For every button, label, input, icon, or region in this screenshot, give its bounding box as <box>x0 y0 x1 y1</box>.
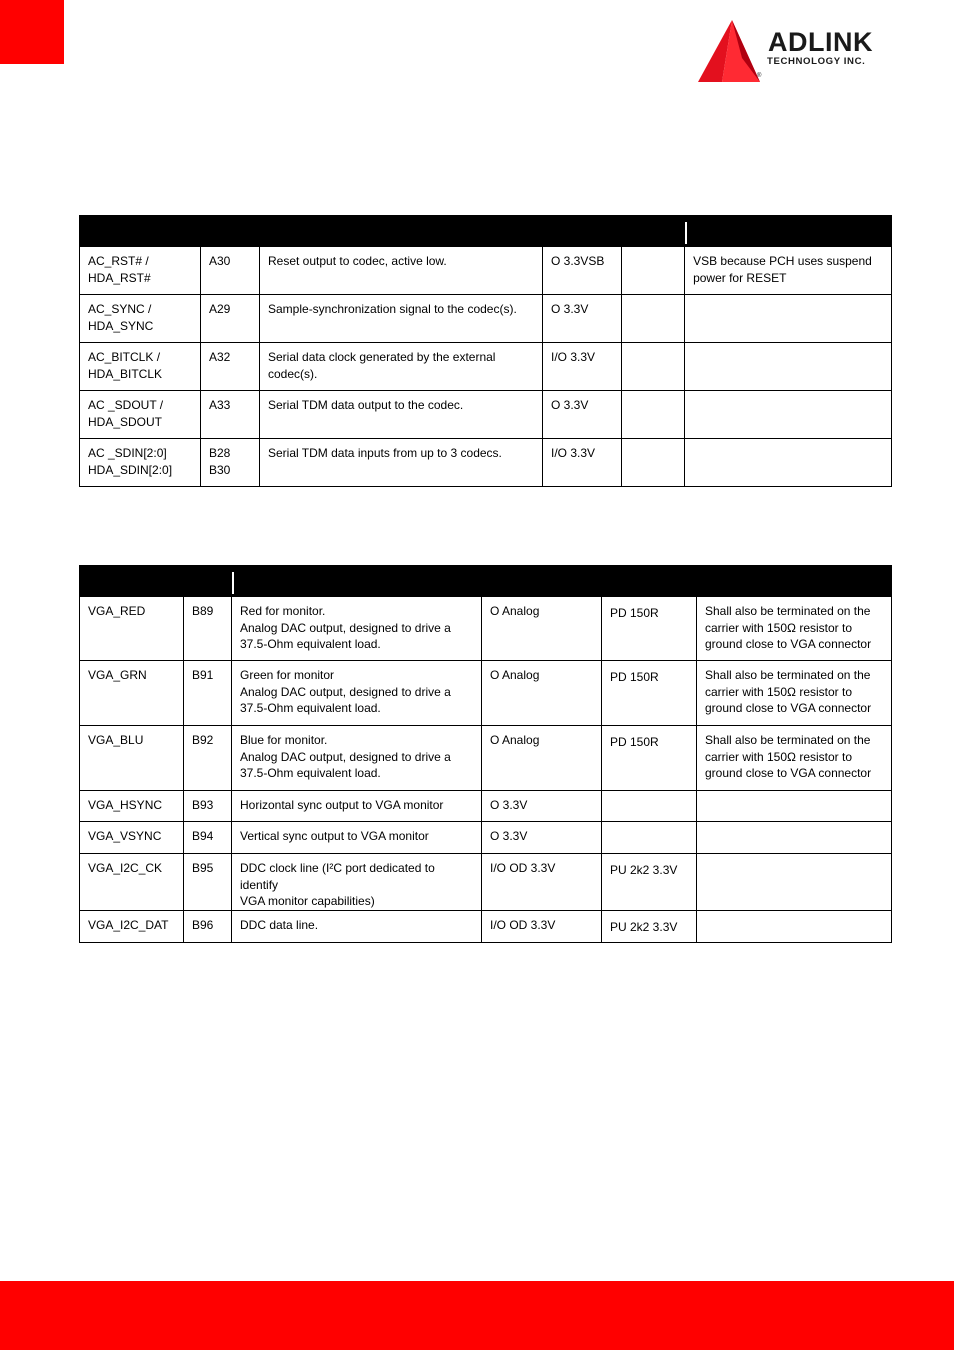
cell-line: B91 <box>192 668 214 682</box>
comment-cell <box>697 910 892 942</box>
cell-line: AC _SDIN[2:0] <box>88 446 167 460</box>
description-cell <box>232 791 482 822</box>
description-cell <box>232 726 482 791</box>
cell-line: HDA_SDIN[2:0] <box>88 462 173 477</box>
cell-text: PD 150R <box>610 606 659 620</box>
io-type-cell <box>543 247 622 295</box>
cell-line: HDA_BITCLK <box>88 366 163 381</box>
table-header-bar <box>80 566 892 597</box>
pin-cell <box>184 910 232 942</box>
cell-line: A32 <box>209 350 231 364</box>
io-type-cell <box>482 910 602 942</box>
pu-pd-cell <box>622 247 685 295</box>
pin-cell <box>184 597 232 661</box>
cell-line: ground close to VGA connector <box>705 637 872 651</box>
cell-line: Green for monitor <box>240 668 335 682</box>
signal-name-cell <box>80 247 201 295</box>
pu-pd-cell <box>622 391 685 439</box>
cell-line: DDC data line. <box>240 917 319 932</box>
signal-name-cell <box>80 910 184 942</box>
signal-name-cell <box>80 343 201 391</box>
cell-line: Serial data clock generated by the external <box>268 350 496 364</box>
cell-text: O 3.3V <box>490 798 528 812</box>
pin-cell <box>201 391 260 439</box>
signal-name-cell <box>80 822 184 854</box>
table-row <box>80 822 892 854</box>
cell-line: power for RESET <box>693 270 787 285</box>
cell-line: Serial TDM data output to the codec. <box>268 398 464 412</box>
cell-line: AC_RST# / <box>88 254 149 268</box>
table-row <box>80 854 892 911</box>
table-row <box>80 247 892 295</box>
cell-line: Shall also be terminated on the <box>705 733 871 747</box>
vga-signal-table <box>79 565 892 943</box>
cell-line: carrier with 150Ω resistor to <box>705 684 853 699</box>
cell-text: O Analog <box>490 604 540 618</box>
comment-cell <box>697 854 892 911</box>
pu-pd-cell <box>602 791 697 822</box>
io-type-cell <box>482 791 602 822</box>
comment-cell <box>685 343 892 391</box>
description-cell <box>260 391 543 439</box>
io-type-cell <box>543 439 622 487</box>
pin-cell <box>201 295 260 343</box>
description-cell <box>260 295 543 343</box>
signal-name-cell <box>80 439 201 487</box>
io-type-cell <box>482 726 602 791</box>
cell-line: Blue for monitor. <box>240 733 328 747</box>
cell-line: carrier with 150Ω resistor to <box>705 620 853 635</box>
description-cell <box>232 597 482 661</box>
table-row <box>80 391 892 439</box>
description-cell <box>232 854 482 911</box>
cell-line: VGA_I2C_DAT <box>88 917 169 932</box>
pu-pd-cell <box>622 295 685 343</box>
cell-text: O Analog <box>490 668 540 682</box>
cell-line: Red for monitor. <box>240 604 326 618</box>
comment-cell <box>685 247 892 295</box>
signal-name-cell <box>80 391 201 439</box>
cell-line: Analog DAC output, designed to drive a <box>240 684 451 699</box>
signal-name-cell <box>80 854 184 911</box>
cell-line: VGA_GRN <box>88 668 147 682</box>
pu-pd-cell <box>602 822 697 854</box>
cell-line: B96 <box>192 917 214 932</box>
cell-line: AC_SYNC / <box>88 302 152 316</box>
pin-cell <box>201 439 260 487</box>
description-cell <box>232 910 482 942</box>
cell-text: I/O 3.3V <box>551 350 596 364</box>
comment-cell <box>685 439 892 487</box>
io-type-cell <box>482 597 602 661</box>
table-row <box>80 791 892 822</box>
io-type-cell <box>482 822 602 854</box>
cell-text: O 3.3V <box>551 302 589 316</box>
table-row <box>80 439 892 487</box>
pin-cell <box>184 726 232 791</box>
description-cell <box>260 247 543 295</box>
cell-line: Reset output to codec, active low. <box>268 254 447 268</box>
cell-text: O Analog <box>490 733 540 747</box>
cell-line: B92 <box>192 733 214 747</box>
cell-line: Shall also be terminated on the <box>705 668 871 682</box>
comment-cell <box>697 726 892 791</box>
cell-line: B95 <box>192 861 214 875</box>
table-header-bar <box>80 216 892 247</box>
table-row <box>80 726 892 791</box>
description-cell <box>260 343 543 391</box>
cell-text: PU 2k2 3.3V <box>610 863 678 877</box>
cell-text: O 3.3V <box>551 398 589 412</box>
cell-line: A29 <box>209 302 231 316</box>
audio-signal-table <box>79 215 892 487</box>
pu-pd-cell <box>622 439 685 487</box>
cell-text: PU 2k2 3.3V <box>610 919 678 934</box>
cell-line: VSB because PCH uses suspend <box>693 254 872 268</box>
cell-line: AC_BITCLK / <box>88 350 161 364</box>
pu-pd-cell <box>602 910 697 942</box>
cell-line: AC _SDOUT / <box>88 398 164 412</box>
cell-line: HDA_RST# <box>88 270 151 285</box>
description-cell <box>260 439 543 487</box>
cell-line: B30 <box>209 462 231 477</box>
io-type-cell <box>543 391 622 439</box>
cell-line: Shall also be terminated on the <box>705 604 871 618</box>
signal-name-cell <box>80 791 184 822</box>
cell-line: Analog DAC output, designed to drive a <box>240 620 451 635</box>
cell-line: codec(s). <box>268 366 318 381</box>
pin-cell <box>184 822 232 854</box>
cell-line: ground close to VGA connector <box>705 701 872 715</box>
cell-line: carrier with 150Ω resistor to <box>705 749 853 764</box>
comment-cell <box>685 295 892 343</box>
pin-cell <box>201 343 260 391</box>
description-cell <box>232 661 482 726</box>
corner-tab <box>0 0 64 64</box>
cell-line: VGA_VSYNC <box>88 829 162 843</box>
cell-text: I/O OD 3.3V <box>490 917 556 932</box>
table-row <box>80 910 892 942</box>
cell-text: O 3.3V <box>490 829 528 843</box>
cell-text: I/O 3.3V <box>551 446 596 460</box>
pu-pd-cell <box>602 854 697 911</box>
cell-line: Horizontal sync output to VGA monitor <box>240 798 444 812</box>
description-cell <box>232 822 482 854</box>
comment-cell <box>697 597 892 661</box>
cell-line: B94 <box>192 829 214 843</box>
cell-line: VGA_RED <box>88 604 146 618</box>
signal-name-cell <box>80 661 184 726</box>
cell-line: VGA_HSYNC <box>88 798 163 812</box>
signal-name-cell <box>80 597 184 661</box>
cell-line: VGA monitor capabilities) <box>240 894 375 908</box>
brand-tagline: TECHNOLOGY INC. <box>767 56 866 67</box>
cell-line: Analog DAC output, designed to drive a <box>240 749 451 764</box>
cell-line: B89 <box>192 604 214 618</box>
cell-line: 37.5-Ohm equivalent load. <box>240 637 381 651</box>
table-row <box>80 343 892 391</box>
cell-line: A33 <box>209 398 231 412</box>
io-type-cell <box>482 661 602 726</box>
cell-line: Vertical sync output to VGA monitor <box>240 829 429 843</box>
cell-line: B28 <box>209 446 231 460</box>
signal-name-cell <box>80 726 184 791</box>
brand-name: ADLINK <box>768 27 873 57</box>
cell-text: PD 150R <box>610 735 659 749</box>
table-row <box>80 661 892 726</box>
table-row <box>80 597 892 661</box>
cell-text: O 3.3VSB <box>551 254 605 268</box>
cell-line: ground close to VGA connector <box>705 766 872 780</box>
footer-bar <box>0 1281 954 1350</box>
io-type-cell <box>543 295 622 343</box>
cell-line: 37.5-Ohm equivalent load. <box>240 701 381 715</box>
cell-line: B93 <box>192 798 214 812</box>
pu-pd-cell <box>602 726 697 791</box>
cell-line: VGA_I2C_CK <box>88 861 163 875</box>
adlink-logo <box>696 18 910 84</box>
signal-name-cell <box>80 295 201 343</box>
cell-line: A30 <box>209 254 231 268</box>
io-type-cell <box>543 343 622 391</box>
cell-line: DDC clock line (I²C port dedicated to identify <box>240 861 435 892</box>
cell-line: VGA_BLU <box>88 733 144 747</box>
comment-cell <box>697 822 892 854</box>
cell-line: HDA_SYNC <box>88 318 154 333</box>
comment-cell <box>697 661 892 726</box>
comment-cell <box>685 391 892 439</box>
pu-pd-cell <box>622 343 685 391</box>
cell-line: Serial TDM data inputs from up to 3 codecs. <box>268 446 502 460</box>
cell-line: HDA_SDOUT <box>88 414 163 429</box>
pu-pd-cell <box>602 597 697 661</box>
pin-cell <box>201 247 260 295</box>
registered-mark: ® <box>757 73 762 79</box>
io-type-cell <box>482 854 602 911</box>
table-row <box>80 295 892 343</box>
pu-pd-cell <box>602 661 697 726</box>
cell-text: PD 150R <box>610 670 659 684</box>
cell-line: 37.5-Ohm equivalent load. <box>240 766 381 780</box>
pyramid-logo-icon <box>696 18 766 84</box>
pin-cell <box>184 661 232 726</box>
cell-line: Sample-synchronization signal to the codec(s). <box>268 302 517 316</box>
pin-cell <box>184 854 232 911</box>
pin-cell <box>184 791 232 822</box>
comment-cell <box>697 791 892 822</box>
cell-text: I/O OD 3.3V <box>490 861 556 875</box>
